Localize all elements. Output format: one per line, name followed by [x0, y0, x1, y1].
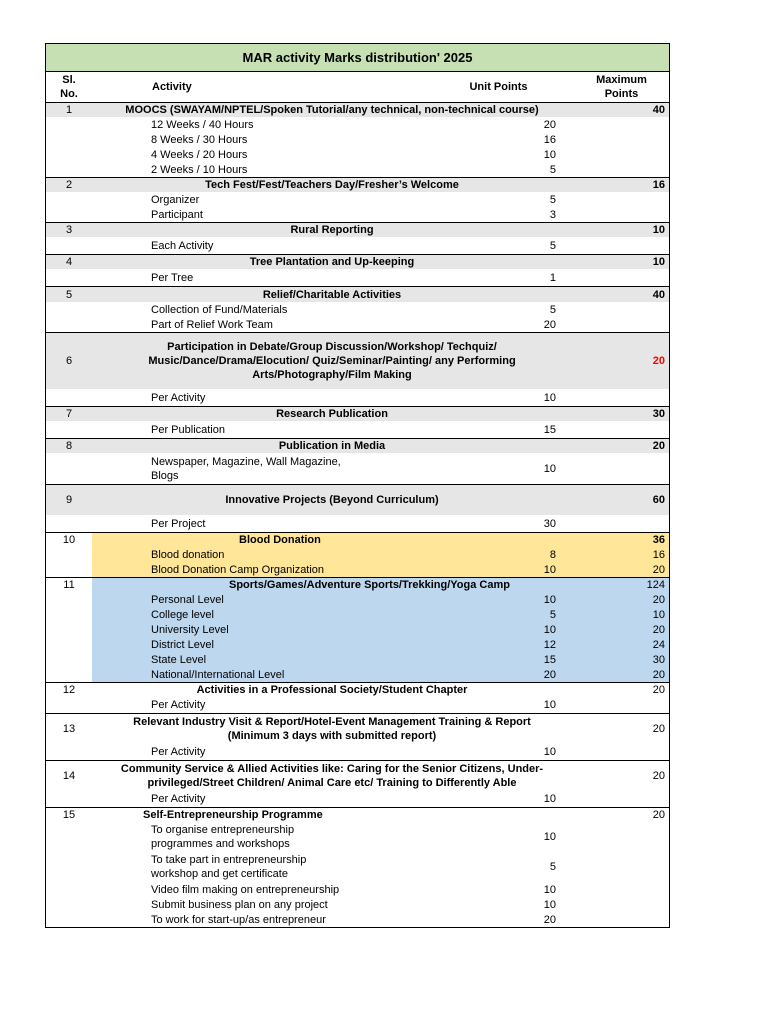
- maximum-points-cell: 10: [652, 608, 665, 621]
- item-row: [46, 421, 669, 438]
- maximum-points-cell: 20: [652, 440, 665, 452]
- unit-points-cell: 30: [543, 517, 556, 530]
- category-row: [46, 332, 669, 389]
- unit-points-cell: [516, 103, 572, 117]
- maximum-points-cell: 10: [652, 224, 665, 236]
- maximum-points-cell: [572, 207, 671, 222]
- unit-points-cell: 20: [543, 118, 556, 131]
- unit-points-cell: 16: [543, 133, 556, 146]
- item-row: [46, 192, 669, 207]
- unit-points-cell: 10: [543, 699, 556, 711]
- sl-no-cell: [46, 515, 92, 532]
- maximum-points-cell: [572, 302, 671, 317]
- activity-cell: National/International Level: [151, 668, 285, 681]
- unit-points-cell: 5: [549, 193, 556, 206]
- activity-cell: State Level: [151, 653, 207, 666]
- sl-no-cell: 8: [65, 440, 73, 452]
- sl-no-cell: [46, 162, 92, 177]
- unit-points-cell: 10: [543, 793, 556, 805]
- item-row: [46, 897, 669, 912]
- maximum-points-cell: [572, 192, 671, 207]
- header-activity: Activity: [152, 81, 192, 93]
- maximum-points-cell: 40: [652, 288, 665, 301]
- table-body: [46, 102, 669, 927]
- category-row: [46, 807, 669, 822]
- category-row: [46, 577, 669, 592]
- maximum-points-cell: [572, 697, 671, 713]
- maximum-points-cell: 20: [652, 723, 665, 735]
- sl-no-cell: 11: [63, 579, 75, 591]
- item-row: [46, 652, 669, 667]
- activity-cell: Community Service & Allied Activities like: Caring for the Senior Citizens, Under- privileged/Street Children/ Animal Care etc/ Training to Differently Able: [120, 763, 544, 789]
- sl-no-cell: [46, 453, 92, 484]
- sl-no-cell: 6: [65, 355, 73, 367]
- maximum-points-cell: [572, 269, 671, 286]
- maximum-points-cell: 36: [652, 534, 665, 546]
- sl-no-cell: 3: [65, 224, 73, 236]
- activity-cell: Per Project: [151, 517, 206, 530]
- activity-cell: Publication in Media: [278, 440, 386, 452]
- unit-points-cell: 10: [543, 898, 556, 911]
- unit-points-cell: 5: [549, 239, 556, 252]
- sl-no-cell: [46, 117, 92, 132]
- category-row: [46, 177, 669, 192]
- table-title: MAR activity Marks distribution' 2025: [46, 44, 669, 71]
- sl-no-cell: [46, 637, 92, 652]
- unit-points-cell: [516, 683, 572, 697]
- sl-no-cell: [46, 822, 92, 852]
- unit-points-cell: [516, 333, 572, 389]
- item-row: [46, 667, 669, 682]
- sl-no-cell: [46, 652, 92, 667]
- activity-cell: Relief/Charitable Activities: [262, 288, 402, 301]
- activity-cell: Innovative Projects (Beyond Curriculum): [225, 494, 439, 506]
- unit-points-cell: [516, 223, 572, 237]
- sl-no-cell: 7: [65, 408, 73, 420]
- activity-cell: 4 Weeks / 20 Hours: [151, 148, 248, 161]
- maximum-points-cell: [572, 897, 671, 912]
- sl-no-cell: [46, 882, 92, 897]
- unit-points-cell: 10: [543, 746, 556, 758]
- sl-no-cell: [46, 912, 92, 927]
- activity-cell: District Level: [151, 638, 214, 651]
- sl-no-cell: [46, 622, 92, 637]
- maximum-points-cell: [572, 852, 671, 882]
- maximum-points-cell: 20: [652, 668, 665, 681]
- category-row: [46, 254, 669, 269]
- maximum-points-cell: 20: [652, 563, 665, 576]
- item-row: [46, 453, 669, 484]
- maximum-points-cell: [572, 147, 671, 162]
- maximum-points-cell: 30: [652, 653, 665, 666]
- category-row: [46, 760, 669, 791]
- sl-no-cell: [46, 132, 92, 147]
- activity-cell: Relevant Industry Visit & Report/Hotel-Event Management Training & Report (Minimum 3 days with submitted report): [133, 716, 531, 742]
- maximum-points-cell: [572, 421, 671, 438]
- item-row: [46, 622, 669, 637]
- sl-no-cell: [46, 237, 92, 254]
- activity-cell: To work for start-up/as entrepreneur: [151, 913, 326, 926]
- maximum-points-cell: 40: [652, 104, 665, 116]
- activity-cell: Per Activity: [151, 793, 206, 805]
- item-row: [46, 791, 669, 807]
- activity-cell: Collection of Fund/Materials: [151, 303, 288, 316]
- sl-no-cell: 1: [65, 104, 73, 116]
- unit-points-cell: 8: [549, 548, 556, 561]
- item-row: [46, 822, 669, 852]
- item-row: [46, 317, 669, 332]
- activity-cell: To take part in entrepreneurship workshop and get certificate: [151, 854, 307, 880]
- maximum-points-cell: 24: [652, 638, 665, 651]
- maximum-points-cell: [572, 822, 671, 852]
- sl-no-cell: [46, 192, 92, 207]
- unit-points-cell: [516, 533, 572, 547]
- item-row: [46, 637, 669, 652]
- activity-cell: 2 Weeks / 10 Hours: [151, 163, 248, 176]
- sl-no-cell: [46, 697, 92, 713]
- item-row: [46, 515, 669, 532]
- activity-cell: Blood Donation: [239, 534, 321, 546]
- activity-cell: Organizer: [151, 193, 200, 206]
- item-row: [46, 697, 669, 713]
- activity-cell: Tech Fest/Fest/Teachers Day/Fresher’s Welcome: [205, 179, 459, 191]
- unit-points-cell: 20: [543, 913, 556, 926]
- activity-cell: Per Activity: [151, 699, 206, 711]
- activity-cell: Sports/Games/Adventure Sports/Trekking/Yoga Camp: [229, 579, 510, 591]
- maximum-points-cell: [572, 132, 671, 147]
- unit-points-cell: [516, 808, 572, 822]
- activity-cell: Personal Level: [151, 593, 224, 606]
- category-row: [46, 484, 669, 515]
- item-row: [46, 302, 669, 317]
- item-row: [46, 912, 669, 927]
- item-row: [46, 237, 669, 254]
- sl-no-cell: [46, 547, 92, 562]
- unit-points-cell: [516, 714, 572, 744]
- category-row: [46, 713, 669, 744]
- item-row: [46, 132, 669, 147]
- maximum-points-cell: [572, 791, 671, 807]
- activity-cell: Blood Donation Camp Organization: [151, 563, 325, 576]
- unit-points-cell: 5: [549, 303, 556, 316]
- category-row: [46, 222, 669, 237]
- activity-cell: Part of Relief Work Team: [151, 318, 273, 331]
- activity-cell: Per Publication: [151, 423, 225, 436]
- activity-cell: Each Activity: [151, 239, 214, 252]
- unit-points-cell: [516, 761, 572, 791]
- header-row: [46, 71, 669, 102]
- header-sl: Sl. No.: [60, 74, 78, 100]
- item-row: [46, 744, 669, 760]
- unit-points-cell: 5: [549, 861, 556, 873]
- sl-no-cell: [46, 791, 92, 807]
- sl-no-cell: 9: [65, 494, 73, 506]
- unit-points-cell: [516, 178, 572, 192]
- activity-cell: To organise entrepreneurship programmes and workshops: [151, 824, 295, 850]
- category-row: [46, 532, 669, 547]
- activity-cell: Per Activity: [151, 391, 206, 404]
- category-row: [46, 286, 669, 302]
- item-row: [46, 207, 669, 222]
- activity-cell: Per Tree: [151, 271, 194, 284]
- activity-cell: Tree Plantation and Up-keeping: [249, 256, 415, 268]
- category-row: [46, 682, 669, 697]
- activity-cell: 8 Weeks / 30 Hours: [151, 133, 248, 146]
- maximum-points-cell: 60: [652, 494, 665, 506]
- sl-no-cell: [46, 667, 92, 682]
- activity-cell: Blood donation: [151, 548, 225, 561]
- unit-points-cell: 20: [543, 318, 556, 331]
- activity-cell: Rural Reporting: [290, 224, 374, 236]
- sl-no-cell: [46, 744, 92, 760]
- item-row: [46, 882, 669, 897]
- activity-cell: Activities in a Professional Society/Student Chapter: [196, 684, 468, 696]
- sl-no-cell: [46, 207, 92, 222]
- item-row: [46, 562, 669, 577]
- category-row: [46, 438, 669, 453]
- unit-points-cell: 10: [543, 623, 556, 636]
- sl-no-cell: [46, 562, 92, 577]
- header-maximum-points: Maximum Points: [596, 74, 647, 100]
- sl-no-cell: [46, 389, 92, 406]
- activity-cell: Research Publication: [276, 408, 388, 420]
- maximum-points-cell: 20: [652, 593, 665, 606]
- activity-cell: 12 Weeks / 40 Hours: [151, 118, 254, 131]
- item-row: [46, 389, 669, 406]
- maximum-points-cell: 20: [652, 623, 665, 636]
- unit-points-cell: [516, 485, 572, 515]
- sl-no-cell: [46, 317, 92, 332]
- maximum-points-cell: [572, 389, 671, 406]
- unit-points-cell: [516, 439, 572, 453]
- sl-no-cell: 4: [65, 256, 73, 268]
- sl-no-cell: 14: [62, 770, 76, 782]
- item-row: [46, 547, 669, 562]
- item-row: [46, 592, 669, 607]
- sl-no-cell: [46, 897, 92, 912]
- item-row: [46, 269, 669, 286]
- item-row: [46, 117, 669, 132]
- unit-points-cell: 5: [549, 608, 556, 621]
- maximum-points-cell: [572, 453, 671, 484]
- sl-no-cell: 5: [65, 288, 73, 301]
- sl-no-cell: 2: [65, 179, 73, 191]
- maximum-points-cell: 16: [652, 548, 665, 561]
- activity-cell: Participant: [151, 208, 203, 221]
- unit-points-cell: 12: [543, 638, 556, 651]
- maximum-points-cell: 16: [652, 179, 665, 191]
- unit-points-cell: 10: [543, 563, 556, 576]
- maximum-points-cell: 30: [652, 408, 665, 420]
- category-row: [46, 406, 669, 421]
- maximum-points-cell: [572, 912, 671, 927]
- sl-no-cell: [46, 302, 92, 317]
- sl-no-cell: [46, 852, 92, 882]
- sl-no-cell: 12: [62, 684, 76, 696]
- maximum-points-cell: 20: [652, 770, 665, 782]
- activity-cell: Participation in Debate/Group Discussion/Workshop/ Techquiz/ Music/Dance/Drama/Elocution/ Quiz/Seminar/Painting/ any Performing Arts/Photography/Film Making: [148, 341, 516, 381]
- sl-no-cell: 15: [62, 809, 76, 821]
- sl-no-cell: 10: [62, 534, 76, 546]
- unit-points-cell: 10: [543, 593, 556, 606]
- item-row: [46, 852, 669, 882]
- unit-points-cell: 15: [543, 653, 556, 666]
- sl-no-cell: [46, 147, 92, 162]
- maximum-points-cell: 20: [652, 355, 665, 367]
- category-row: [46, 102, 669, 117]
- activity-cell: College level: [151, 608, 214, 621]
- unit-points-cell: [516, 287, 572, 302]
- unit-points-cell: 20: [543, 668, 556, 681]
- activity-cell: Video film making on entrepreneurship: [151, 883, 340, 896]
- unit-points-cell: 10: [543, 883, 556, 896]
- maximum-points-cell: 10: [652, 256, 665, 268]
- unit-points-cell: 3: [549, 208, 556, 221]
- maximum-points-cell: [572, 744, 671, 760]
- maximum-points-cell: [572, 162, 671, 177]
- header-unit-points: Unit Points: [469, 81, 528, 93]
- sl-no-cell: [46, 421, 92, 438]
- item-row: [46, 147, 669, 162]
- maximum-points-cell: 20: [652, 684, 665, 696]
- maximum-points-cell: [572, 117, 671, 132]
- activity-cell: University Level: [151, 623, 229, 636]
- maximum-points-cell: [572, 237, 671, 254]
- sl-no-cell: [46, 592, 92, 607]
- activity-cell: Submit business plan on any project: [151, 898, 328, 911]
- sl-no-cell: 13: [62, 723, 76, 735]
- unit-points-cell: 5: [549, 163, 556, 176]
- unit-points-cell: [516, 255, 572, 269]
- marks-distribution-table: [45, 43, 670, 928]
- sl-no-cell: [46, 269, 92, 286]
- maximum-points-cell: [572, 317, 671, 332]
- activity-cell: Self-Entrepreneurship Programme: [143, 809, 323, 821]
- maximum-points-cell: 20: [652, 809, 665, 821]
- unit-points-cell: 15: [543, 423, 556, 436]
- unit-points-cell: 10: [543, 462, 556, 475]
- unit-points-cell: [516, 578, 572, 592]
- maximum-points-cell: 124: [646, 579, 665, 591]
- unit-points-cell: 1: [549, 271, 556, 284]
- unit-points-cell: 10: [543, 148, 556, 161]
- unit-points-cell: [516, 407, 572, 421]
- activity-cell: Per Activity: [151, 746, 206, 758]
- item-row: [46, 162, 669, 177]
- activity-cell: Newspaper, Magazine, Wall Magazine, Blogs: [151, 455, 341, 482]
- item-row: [46, 607, 669, 622]
- maximum-points-cell: [572, 515, 671, 532]
- unit-points-cell: 10: [543, 831, 556, 843]
- maximum-points-cell: [572, 882, 671, 897]
- unit-points-cell: 10: [543, 391, 556, 404]
- activity-cell: MOOCS (SWAYAM/NPTEL/Spoken Tutorial/any technical, non-technical course): [125, 104, 539, 116]
- sl-no-cell: [46, 607, 92, 622]
